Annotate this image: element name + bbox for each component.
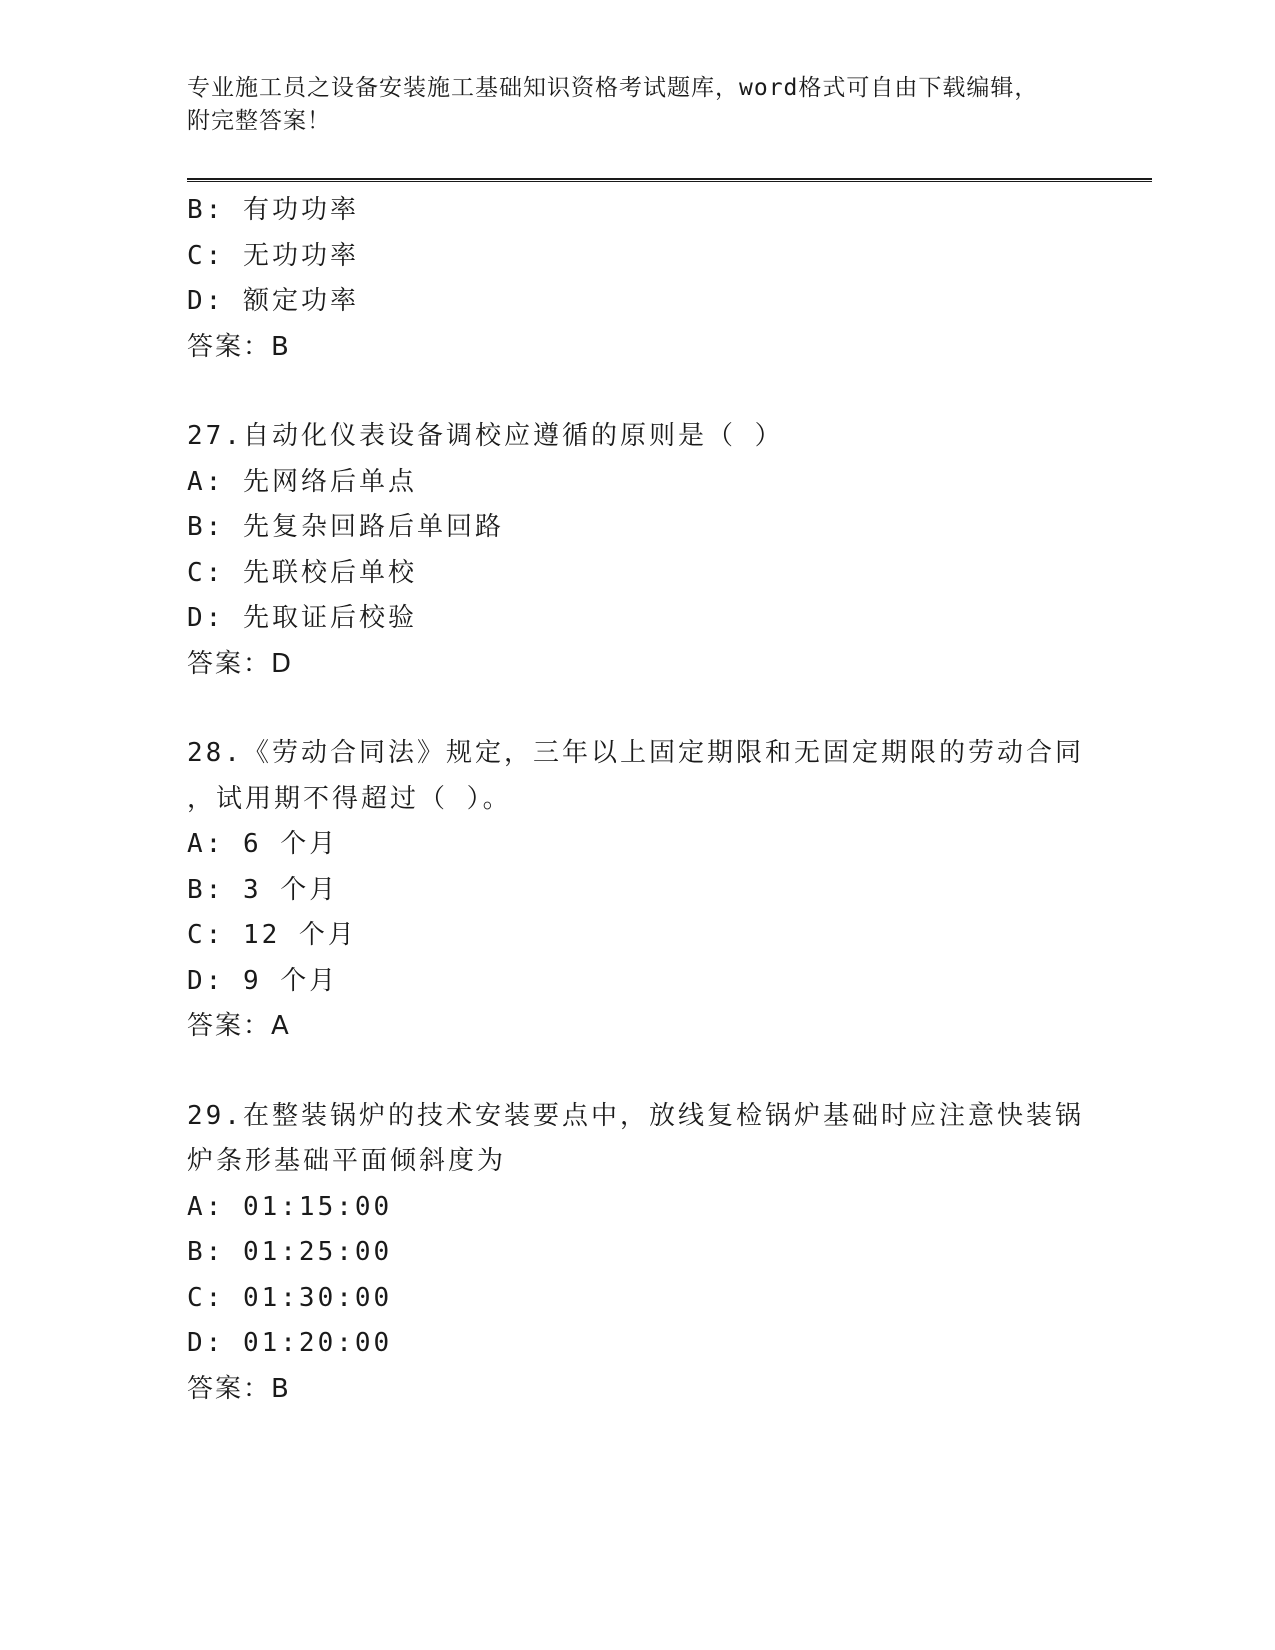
option-c: C: 01:30:00: [187, 1282, 393, 1313]
option-b: B: 01:25:00: [187, 1237, 393, 1267]
option-d: D: 额定功率: [187, 286, 359, 316]
question-29: [187, 1094, 1087, 1413]
header-line-1: 专业施工员之设备安装施工基础知识资格考试题库，word格式可自由下载编辑，: [187, 75, 1039, 101]
option-d: D: 01:20:00: [187, 1328, 393, 1358]
header-line-2: 附完整答案！: [187, 108, 331, 134]
question-stem: 27.自动化仪表设备调校应遵循的原则是（ ）: [187, 421, 784, 451]
option-a: A: 6 个月: [187, 829, 339, 859]
option-b: B: 3 个月: [187, 874, 339, 905]
option-c: C: 12 个月: [187, 920, 357, 950]
question-stem-line-2: 炉条形基础平面倾斜度为: [187, 1146, 507, 1176]
answer-line: 答案：B: [187, 331, 291, 362]
question-list: [187, 188, 1087, 1412]
question-stem-line-1: 29.在整装锅炉的技术安装要点中，放线复检锅炉基础时应注意快装锅: [187, 1100, 1084, 1131]
option-d: D: 先取证后校验: [187, 603, 417, 633]
answer-line: 答案：D: [187, 648, 294, 679]
document-header: [187, 72, 1087, 138]
option-c: C: 无功功率: [187, 240, 359, 271]
question-stem-line-2: ，试用期不得超过（ ）。: [187, 783, 512, 814]
answer-line: 答案：B: [187, 1373, 291, 1404]
option-b: B: 先复杂回路后单回路: [187, 512, 504, 542]
question-partial-26: [187, 188, 1087, 370]
option-d: D: 9 个月: [187, 965, 339, 996]
header-divider: [187, 178, 1152, 182]
option-b: B: 有功功率: [187, 195, 359, 225]
question-stem-line-1: 28.《劳动合同法》规定，三年以上固定期限和无固定期限的劳动合同: [187, 738, 1084, 768]
answer-line: 答案：A: [187, 1011, 291, 1041]
question-28: [187, 731, 1087, 1050]
question-27: [187, 414, 1087, 687]
option-a: A: 01:15:00: [187, 1191, 393, 1222]
option-c: C: 先联校后单校: [187, 557, 417, 588]
option-a: A: 先网络后单点: [187, 466, 417, 497]
